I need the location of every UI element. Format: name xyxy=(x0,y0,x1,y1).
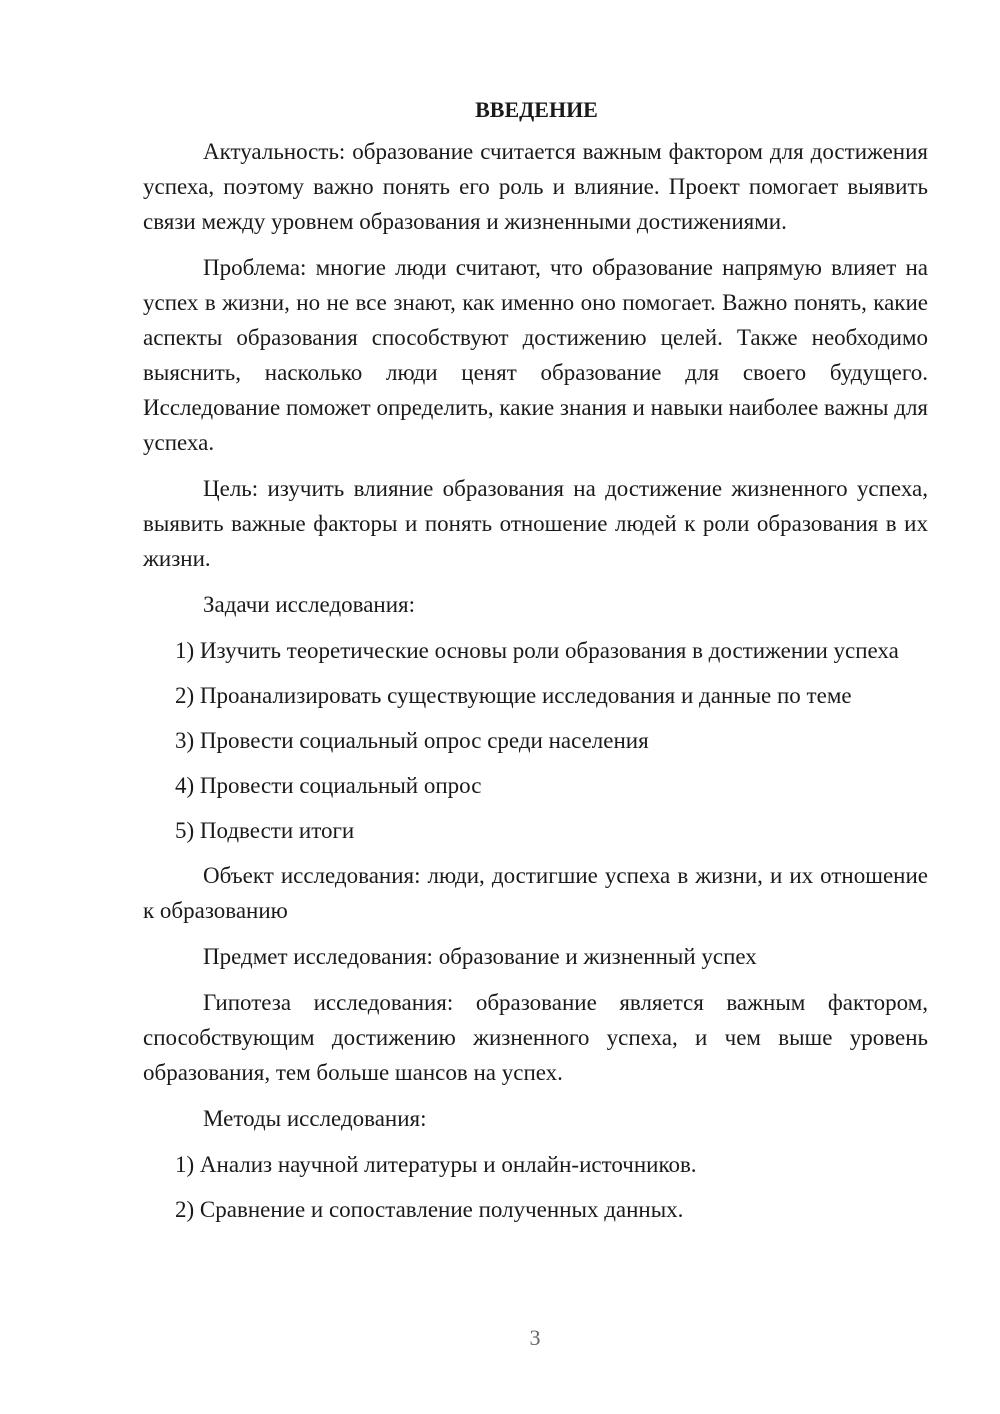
method-item-2: 2) Сравнение и сопоставление полученных данных. xyxy=(175,1197,684,1222)
task-item-5: 5) Подвести итоги xyxy=(175,818,355,843)
relevance-paragraph: Актуальность: образование считается важным фактором для достижения успеха, поэтому важно понять его роль и влияние. Проект помогает выявить связи между уровнем образования и жизненными достижениями. xyxy=(143,139,928,234)
object-paragraph: Объект исследования: люди, достигшие успеха в жизни, и их отношение к образованию xyxy=(143,863,928,923)
problem-paragraph: Проблема: многие люди считают, что образование напрямую влияет на успех в жизни, но не все знают, как именно оно помогает. Важно понять, какие аспекты образования способствуют достижению целей. Также необходимо выяснить, насколько люди ценят образование для своего будущего. Исследование поможет определить, какие знания и навыки наиболее важны для успеха. xyxy=(143,255,928,455)
goal-paragraph: Цель: изучить влияние образования на достижение жизненного успеха, выявить важные факторы и понять отношение людей к роли образования в их жизни. xyxy=(143,476,928,571)
task-item-3: 3) Провести социальный опрос среди населения xyxy=(175,728,649,753)
task-item-4: 4) Провести социальный опрос xyxy=(175,773,482,798)
subject-paragraph: Предмет исследования: образование и жизненный успех xyxy=(203,944,757,969)
methods-title: Методы исследования: xyxy=(203,1106,427,1131)
task-item-1: 1) Изучить теоретические основы роли образования в достижении успеха xyxy=(175,638,899,663)
page-content xyxy=(143,92,928,1237)
tasks-title: Задачи исследования: xyxy=(203,592,416,617)
hypothesis-paragraph: Гипотеза исследования: образование является важным фактором, способствующим достижению жизненного успеха, и чем выше уровень образования, тем больше шансов на успех. xyxy=(143,990,928,1085)
section-heading: ВВЕДЕНИЕ xyxy=(475,97,598,122)
page-number: 3 xyxy=(529,1325,541,1350)
method-item-1: 1) Анализ научной литературы и онлайн-источников. xyxy=(175,1152,697,1177)
task-item-2: 2) Проанализировать существующие исследования и данные по теме xyxy=(175,683,852,708)
